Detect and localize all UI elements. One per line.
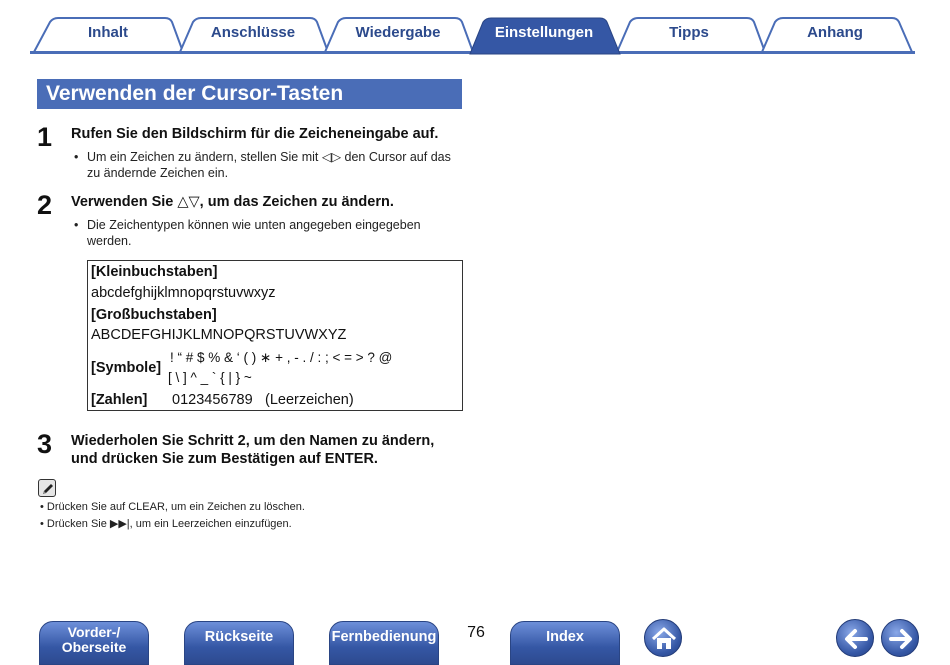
index-button[interactable]	[510, 621, 620, 665]
step-1-number: 1	[37, 122, 53, 152]
symbols-label: [Symbole]	[91, 360, 162, 376]
back-button[interactable]	[836, 619, 874, 657]
rear-button[interactable]	[184, 621, 294, 665]
home-button[interactable]	[644, 619, 682, 657]
lowercase-chars: abcdefghijklmnopqrstuvwxyz	[91, 285, 276, 301]
note-text-2: Drücken Sie ▶▶|, um ein Leerzeichen einzufügen.	[46, 518, 292, 530]
remote-button[interactable]	[329, 621, 439, 665]
numbers-label: [Zahlen]	[91, 392, 148, 408]
arrow-right-icon	[882, 620, 920, 658]
character-table	[87, 260, 463, 411]
front-top-label-1: Vorder-/	[67, 624, 121, 640]
tab-einstellungen[interactable]: Einstellungen	[494, 24, 594, 41]
uppercase-chars: ABCDEFGHIJKLMNOPQRSTUVWXYZ	[91, 327, 347, 343]
tab-bar	[0, 0, 950, 56]
tab-wiedergabe[interactable]: Wiedergabe	[355, 24, 441, 41]
note-item-1	[40, 501, 305, 513]
bullet-dot: •	[74, 218, 79, 232]
rear-label: Rückseite	[204, 629, 274, 645]
note-text-1: Drücken Sie auf CLEAR, um ein Zeichen zu löschen.	[46, 501, 305, 513]
tab-inhalt[interactable]: Inhalt	[88, 24, 128, 41]
symbols-line1: ! “ # $ % & ‘ ( ) ∗ + , - . / : ; < = > ? @	[170, 350, 393, 365]
step-2-bullet-line1: Die Zeichentypen können wie unten angegeben eingegeben	[87, 218, 421, 232]
step-2-number: 2	[37, 190, 53, 220]
symbols-line2: [ \ ] ^ _ ` { | } ~	[168, 370, 252, 385]
step-3-heading-line2: und drücken Sie zum Bestätigen auf ENTER.	[71, 451, 378, 467]
bullet-dot: •	[74, 150, 79, 164]
step-1-bullet-line2: zu ändernde Zeichen ein.	[87, 166, 229, 180]
step-2-bullet	[74, 217, 466, 249]
forward-button[interactable]	[881, 619, 919, 657]
index-label: Index	[546, 629, 584, 645]
lowercase-label: [Kleinbuchstaben]	[91, 264, 218, 280]
step-2-bullet-line2: werden.	[87, 234, 132, 248]
tab-anhang[interactable]: Anhang	[807, 24, 863, 41]
step-3-number: 3	[37, 429, 53, 459]
home-icon	[645, 620, 683, 658]
page-number: 76	[467, 624, 485, 641]
tab-tipps[interactable]: Tipps	[669, 24, 709, 41]
space-label: (Leerzeichen)	[265, 392, 354, 408]
arrow-left-icon	[837, 620, 875, 658]
step-1-heading: Rufen Sie den Bildschirm für die Zeicheneingabe auf.	[71, 126, 439, 142]
step-1-bullet-line1: Um ein Zeichen zu ändern, stellen Sie mit ◁▷ den Cursor auf das	[87, 150, 451, 164]
numbers-chars: 0123456789	[172, 392, 253, 408]
front-top-label-2: Oberseite	[61, 639, 127, 655]
remote-label: Fernbedienung	[331, 629, 437, 645]
bullet-dot: •	[40, 501, 47, 513]
step-1-bullet	[74, 149, 466, 181]
section-title: Verwenden der Cursor-Tasten	[37, 79, 462, 109]
pencil-icon	[38, 479, 56, 497]
note-item-2	[40, 517, 292, 530]
tab-anschluesse[interactable]: Anschlüsse	[210, 24, 296, 41]
front-top-button[interactable]	[39, 621, 149, 665]
uppercase-label: [Großbuchstaben]	[91, 307, 217, 323]
step-3-heading-line1: Wiederholen Sie Schritt 2, um den Namen zu ändern,	[71, 433, 435, 449]
bullet-dot: •	[40, 518, 47, 530]
step-2-heading: Verwenden Sie △▽, um das Zeichen zu ändern.	[71, 194, 394, 210]
